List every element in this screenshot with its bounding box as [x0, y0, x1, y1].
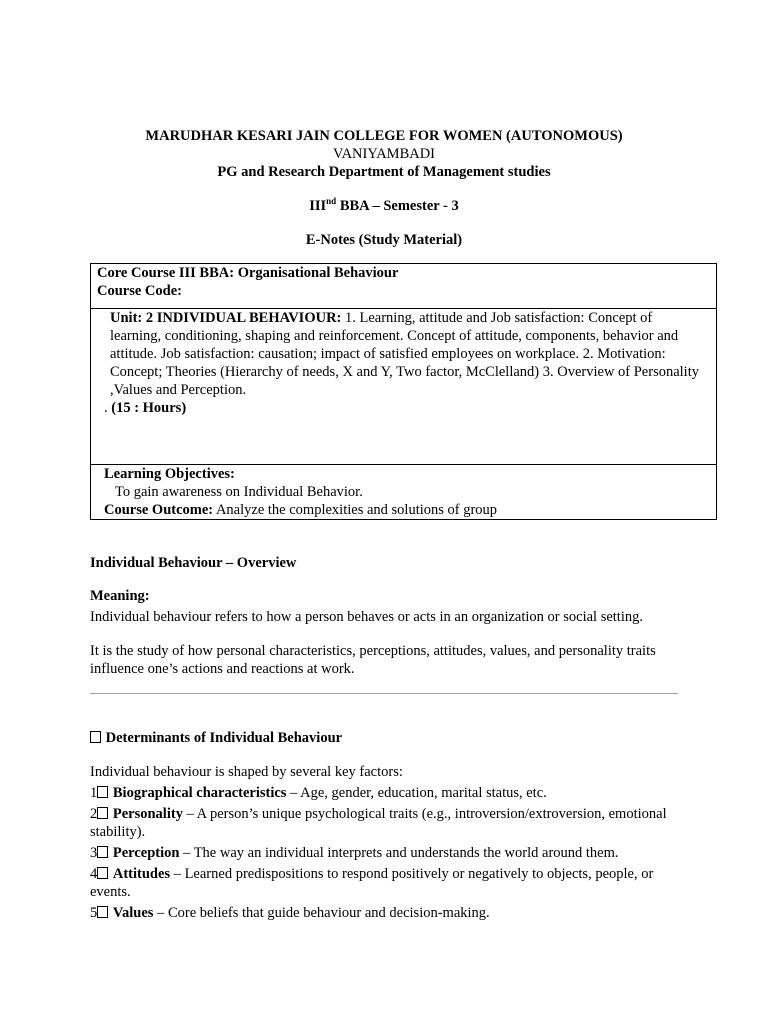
study-text: It is the study of how personal characteristics, perceptions, attitudes, values, and personality traits influence one’s actions and reactions at work.: [90, 643, 656, 677]
unit-hours: (15 : Hours): [111, 400, 187, 416]
missing-glyph-icon: [90, 731, 101, 743]
list-item: [90, 844, 680, 862]
missing-glyph-icon: [97, 786, 108, 798]
list-item: [90, 865, 680, 901]
list-item: [90, 904, 680, 922]
item-term: Personality: [112, 806, 183, 822]
item-description: – Core beliefs that guide behaviour and decision-making.: [153, 905, 490, 921]
semester-line: [0, 197, 768, 215]
determinants-intro: Individual behaviour is shaped by several key factors:: [90, 764, 403, 780]
department-name: PG and Research Department of Management studies: [217, 164, 551, 180]
missing-glyph-icon: [97, 807, 108, 819]
college-city: VANIYAMBADI: [332, 146, 436, 162]
determinants-heading: [90, 729, 342, 747]
meaning-text: Individual behaviour refers to how a person behaves or acts in an organization or social setting.: [90, 609, 643, 625]
item-term: Biographical characteristics: [112, 785, 287, 801]
item-description: – Age, gender, education, marital status, etc.: [286, 785, 547, 801]
list-item: [90, 784, 680, 802]
missing-glyph-icon: [97, 846, 108, 858]
unit-heading: Unit: 2 INDIVIDUAL BEHAVIOUR:: [110, 310, 342, 326]
item-number: 2: [90, 806, 98, 822]
learning-objectives-text: To gain awareness on Individual Behavior.: [115, 484, 363, 500]
course-outcome-label: Course Outcome:: [104, 502, 214, 518]
unit-body: 1. Learning, attitude and Job satisfaction: Concept of learning, conditioning, shaping and reinforcement. Concept of attitude, components, behavior and attitude. Job satisfaction: causation; impact of satisfied employees on workplace. 2. Motivation: Concept; Theories (Hierarchy of needs, X and Y, Two factor, McClelland) 3. Overview of Personality ,Values and Perception.: [110, 310, 699, 398]
hours-prefix: .: [104, 400, 112, 416]
enotes-title: E-Notes (Study Material): [305, 232, 463, 248]
course-outcome-text: Analyze the complexities and solutions of group: [213, 502, 498, 518]
determinants-heading-text: Determinants of Individual Behaviour: [102, 730, 343, 746]
missing-glyph-icon: [97, 867, 108, 879]
unit-hours-line: [104, 399, 186, 417]
missing-glyph-icon: [97, 906, 108, 918]
item-term: Values: [112, 905, 154, 921]
list-item: [90, 805, 680, 841]
course-title: Core Course III BBA: Organisational Behaviour: [97, 265, 399, 281]
horizontal-divider: [90, 693, 678, 694]
semester-superscript: nd: [326, 196, 337, 206]
item-number: 1: [90, 785, 98, 801]
course-code-label: Course Code:: [97, 283, 182, 299]
course-outcome-line: [104, 501, 497, 519]
item-number: 3: [90, 845, 98, 861]
item-description: – A person’s unique psychological traits (e.g., introversion/extroversion, emotional stability).: [90, 806, 667, 840]
meaning-heading: Meaning:: [90, 588, 150, 604]
semester-roman: III: [309, 198, 327, 214]
item-term: Perception: [112, 845, 180, 861]
learning-objectives-heading: Learning Objectives:: [104, 466, 235, 482]
item-number: 4: [90, 866, 98, 882]
item-description: – The way an individual interprets and understands the world around them.: [179, 845, 619, 861]
unit-description: [110, 309, 700, 399]
item-term: Attitudes: [112, 866, 171, 882]
overview-heading: Individual Behaviour – Overview: [90, 555, 297, 571]
semester-rest: BBA – Semester - 3: [336, 198, 459, 214]
item-number: 5: [90, 905, 98, 921]
college-name: MARUDHAR KESARI JAIN COLLEGE FOR WOMEN (AUTONOMOUS): [145, 128, 623, 144]
item-description: – Learned predispositions to respond positively or negatively to objects, people, or events.: [90, 866, 654, 900]
determinants-list: [90, 784, 680, 925]
